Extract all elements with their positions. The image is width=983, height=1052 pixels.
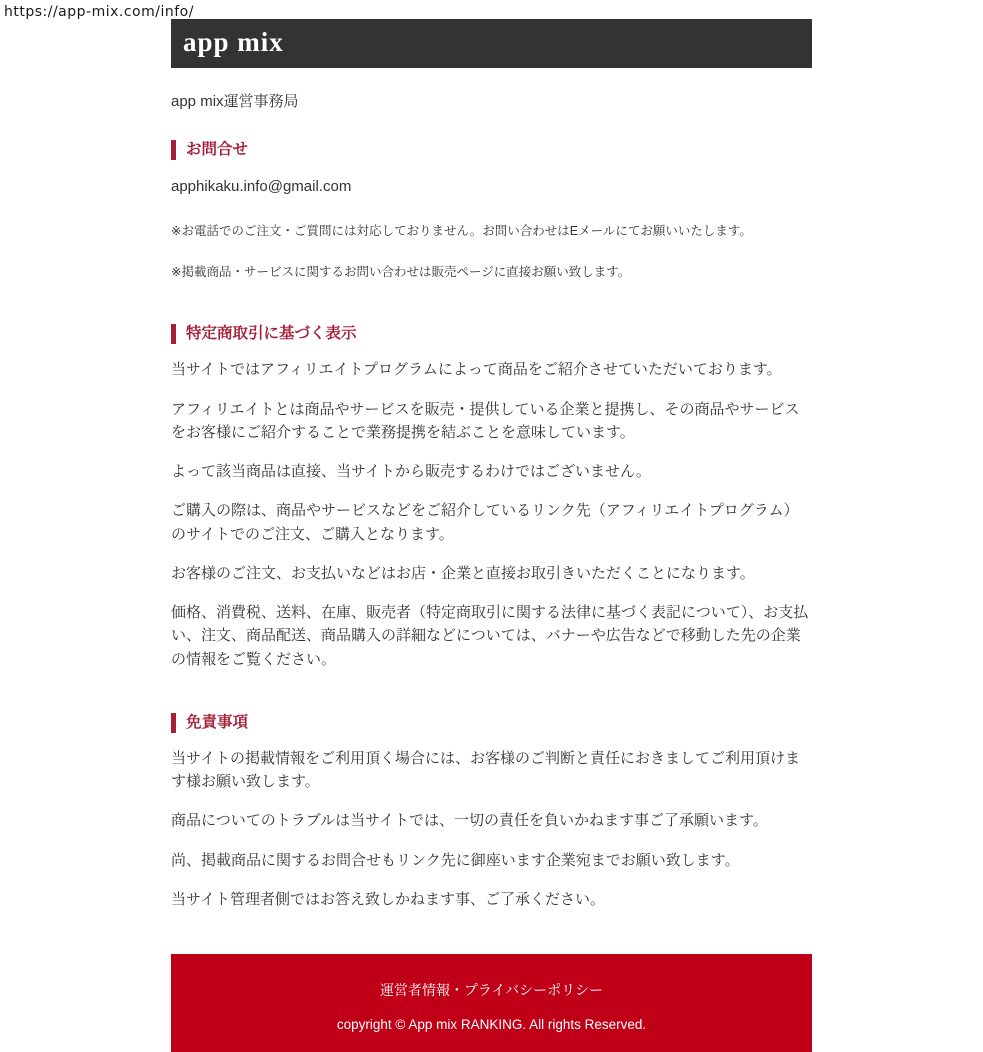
- disclaimer-paragraph: 当サイトの掲載情報をご利用頂く場合には、お客様のご判断と責任におきましてご利用頂けます様お願い致します。: [171, 749, 800, 791]
- section-disclaimer: [171, 713, 812, 911]
- contact-note: ※掲載商品・サービスに関するお問い合わせは販売ページに直接お願い致します。: [171, 265, 631, 280]
- tokushoho-paragraph: よって該当商品は直接、当サイトから販売するわけではございません。: [171, 463, 651, 481]
- tokushoho-paragraph: 当サイトではアフィリエイトプログラムによって商品をご紹介させていただいております。: [171, 361, 782, 379]
- tokushoho-heading: 特定商取引に基づく表示: [171, 324, 812, 344]
- site-footer: [171, 954, 812, 1052]
- disclaimer-paragraph: 商品についてのトラブルは当サイトでは、一切の責任を負いかねます事ご了承願います。: [171, 812, 768, 830]
- disclaimer-heading: 免責事項: [171, 713, 812, 733]
- footer-privacy-policy-link[interactable]: 運営者情報・プライバシーポリシー: [379, 982, 604, 999]
- footer-copyright: copyright © App mix RANKING. All rights Reserved.: [336, 1017, 647, 1033]
- page-url-text: https://app-mix.com/info/: [4, 4, 194, 20]
- section-contact: [171, 140, 812, 282]
- disclaimer-paragraph: 尚、掲載商品に関するお問合せもリンク先に御座います企業宛までお願い致します。: [171, 851, 740, 869]
- tokushoho-paragraph: お客様のご注文、お支払いなどはお店・企業と直接お取引きいただくことになります。: [171, 564, 755, 582]
- contact-note: ※お電話でのご注文・ご質問には対応しておりません。お問い合わせはEメールにてお願いいたします。: [171, 223, 752, 238]
- contact-email: apphikaku.info@gmail.com: [171, 178, 352, 196]
- contact-heading: お問合せ: [171, 140, 812, 160]
- operator-label: app mix運営事務局: [171, 93, 299, 110]
- tokushoho-paragraph: 価格、消費税、送料、在庫、販売者（特定商取引に関する法律に基づく表記について）、お支払い、注文、商品配送、商品購入の詳細などについては、バナーや広告などで移動した先の企業の情報をご覧ください。: [171, 604, 809, 668]
- site-title-link[interactable]: app mix: [183, 26, 284, 57]
- disclaimer-paragraph: 当サイト管理者側ではお答え致しかねます事、ご了承ください。: [171, 890, 605, 908]
- section-tokushoho: [171, 324, 812, 671]
- tokushoho-paragraph: ご購入の際は、商品やサービスなどをご紹介しているリンク先（アフィリエイトプログラム）のサイトでのご注文、ご購入となります。: [171, 502, 799, 543]
- tokushoho-paragraph: アフィリエイトとは商品やサービスを販売・提供している企業と提携し、その商品やサービスをお客様にご紹介することで業務提携を結ぶことを意味しています。: [171, 400, 800, 441]
- site-header: [171, 19, 812, 68]
- page-container: [171, 19, 812, 1052]
